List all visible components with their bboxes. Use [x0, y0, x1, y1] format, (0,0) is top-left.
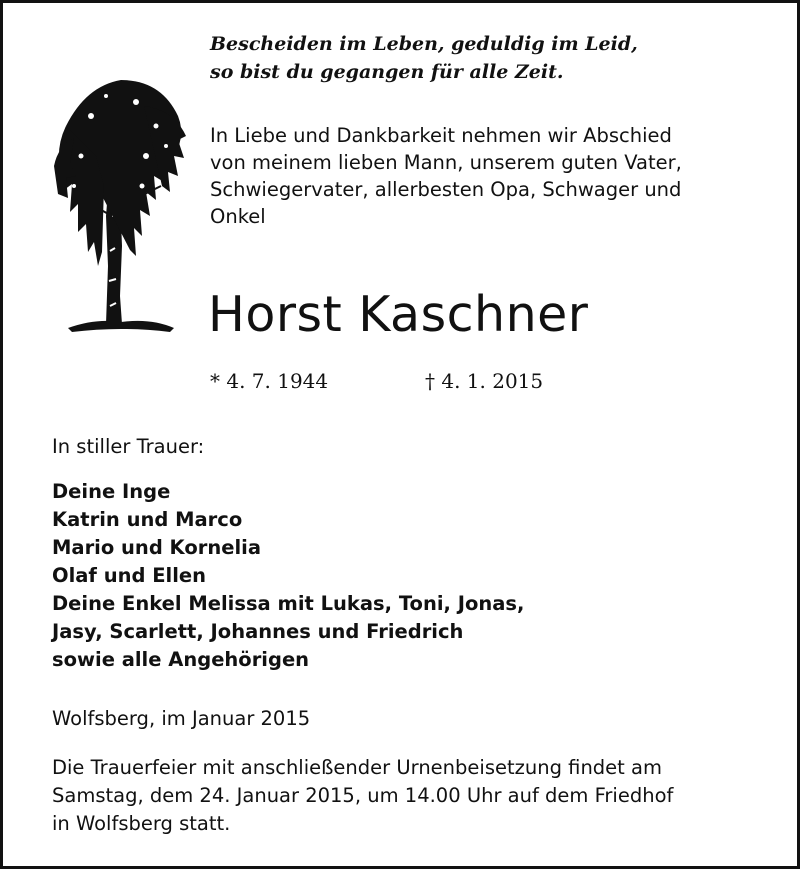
birch-tree-icon [46, 66, 196, 338]
farewell-line: In Liebe und Dankbarkeit nehmen wir Abschied [210, 124, 672, 147]
deceased-name: Horst Kaschner [208, 286, 589, 343]
funeral-info [52, 754, 673, 838]
farewell-text [210, 122, 770, 230]
funeral-line: Samstag, dem 24. Januar 2015, um 14.00 Uhr auf dem Friedhof [52, 784, 674, 807]
funeral-line: in Wolfsberg statt. [52, 812, 231, 835]
family-line: Deine Inge [52, 480, 171, 503]
family-list [52, 478, 524, 674]
family-line: sowie alle Angehörigen [52, 648, 310, 671]
motto [210, 30, 770, 86]
funeral-line: Die Trauerfeier mit anschließender Urnenbeisetzung findet am [52, 756, 662, 779]
farewell-line: Schwiegervater, allerbesten Opa, Schwager und [210, 178, 682, 201]
family-line: Katrin und Marco [52, 508, 243, 531]
farewell-line: von meinem lieben Mann, unserem guten Vater, [210, 151, 682, 174]
motto-line: so bist du gegangen für alle Zeit. [210, 61, 564, 83]
place-date: Wolfsberg, im Januar 2015 [52, 707, 311, 730]
family-line: Jasy, Scarlett, Johannes und Friedrich [52, 620, 464, 643]
birth-date: * 4. 7. 1944 [210, 369, 329, 393]
farewell-line: Onkel [210, 205, 266, 228]
death-date: † 4. 1. 2015 [425, 369, 544, 393]
family-line: Olaf und Ellen [52, 564, 207, 587]
family-line: Deine Enkel Melissa mit Lukas, Toni, Jonas, [52, 592, 525, 615]
family-line: Mario und Kornelia [52, 536, 261, 559]
motto-line: Bescheiden im Leben, geduldig im Leid, [210, 33, 638, 55]
mourning-label: In stiller Trauer: [52, 435, 205, 458]
